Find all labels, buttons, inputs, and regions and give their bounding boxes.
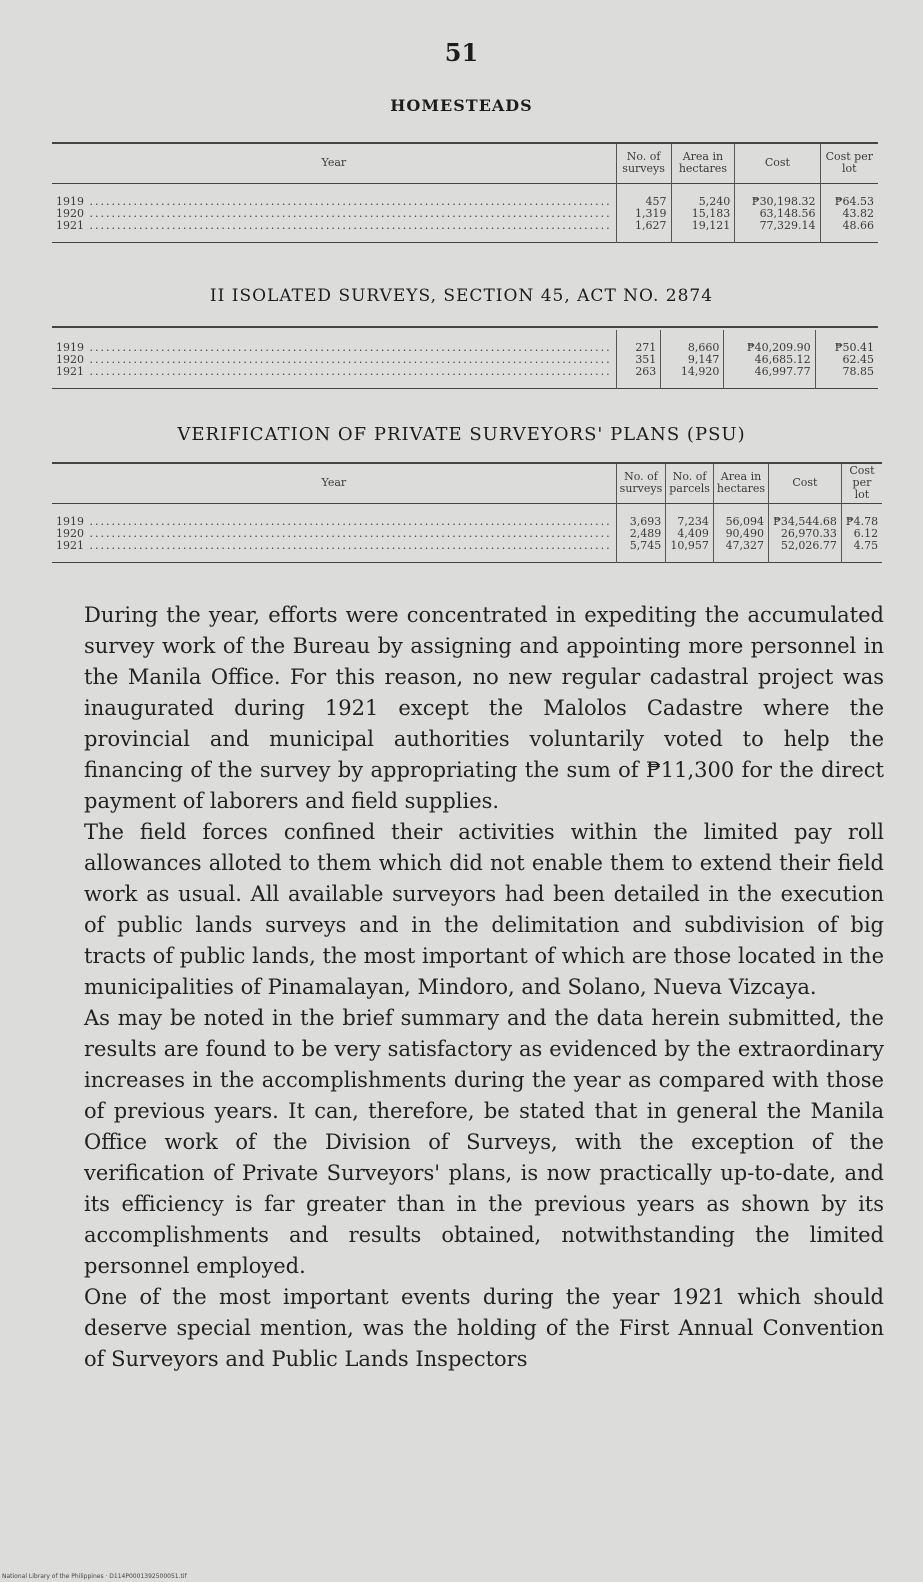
paragraph: The field forces confined their activities within the limited pay roll allowances alloted to them which did not enable them to extend their field work as usual. All available surveyors had been detailed in the execution of public lands surveys and in the delimitation and subdivision of big tracts of public lands, the most important of which are those located in the municipalities of Pinamalayan, Mindoro, and Solano, Nueva Vizcaya. bbox=[84, 820, 884, 999]
header-no-surveys: No. of surveys bbox=[616, 463, 666, 503]
cell: ₱30,198.32 bbox=[735, 183, 820, 208]
cell: 351 bbox=[616, 354, 661, 366]
cell: ₱64.53 bbox=[820, 183, 878, 208]
cell: 62.45 bbox=[815, 354, 878, 366]
cell: 271 bbox=[616, 330, 661, 354]
cell: 7,234 bbox=[666, 503, 714, 528]
cell: 2,489 bbox=[616, 528, 666, 540]
psu-title: VERIFICATION OF PRIVATE SURVEYORS' PLANS (PSU) bbox=[177, 424, 746, 445]
cell: 26,970.33 bbox=[769, 528, 842, 540]
cell: 8,660 bbox=[661, 330, 724, 354]
cell: ₱34,544.68 bbox=[769, 503, 842, 528]
cell-year: 1921 ..... bbox=[52, 220, 616, 243]
header-cost: Cost bbox=[735, 143, 820, 183]
cell: 4.75 bbox=[841, 540, 882, 563]
table-row bbox=[52, 528, 882, 540]
paragraph: One of the most important events during the year 1921 which should deserve special mention, was the holding of the First Annual Convention of Surveyors and Public Lands Inspectors bbox=[84, 1285, 884, 1371]
paragraph: As may be noted in the brief summary and the data herein submitted, the results are found to be very satisfactory as evidenced by the extraordinary increases in the accomplishments during the year as compared with those of previous years. It can, therefore, be stated that in general the Manila Office work of the Division of Surveys, with the exception of the verification of Private Surveyors' plans, is now practically up-to-date, and its efficiency is far greater than in the previous years as shown by its accomplishments and results obtained, notwithstanding the limited personnel employed. bbox=[84, 1006, 884, 1278]
homesteads-table bbox=[52, 142, 878, 243]
cell: 1,627 bbox=[616, 220, 671, 243]
header-area: Area in hectares bbox=[671, 143, 735, 183]
table-row bbox=[52, 208, 878, 220]
cell-year: 1921 ..... bbox=[52, 366, 616, 389]
cell: ₱40,209.90 bbox=[724, 330, 815, 354]
table-row bbox=[52, 503, 882, 528]
cell: 3,693 bbox=[616, 503, 666, 528]
cell: 19,121 bbox=[671, 220, 735, 243]
cell: 5,745 bbox=[616, 540, 666, 563]
cell: 56,094 bbox=[713, 503, 768, 528]
cell: 10,957 bbox=[666, 540, 714, 563]
isolated-title: II ISOLATED SURVEYS, SECTION 45, ACT NO. 2874 bbox=[209, 286, 714, 306]
cell: 263 bbox=[616, 366, 661, 389]
header-no-surveys: No. of surveys bbox=[616, 143, 671, 183]
cell-year: 1920 ..... bbox=[52, 528, 616, 540]
cell: 43.82 bbox=[820, 208, 878, 220]
cell: 77,329.14 bbox=[735, 220, 820, 243]
table-row bbox=[52, 220, 878, 243]
cell: 46,997.77 bbox=[724, 366, 815, 389]
cell: 5,240 bbox=[671, 183, 735, 208]
cell-year: 1919 ..... bbox=[52, 330, 616, 354]
cell-year: 1919 ..... bbox=[52, 503, 616, 528]
cell: 46,685.12 bbox=[724, 354, 815, 366]
cell: 4,409 bbox=[666, 528, 714, 540]
table-row bbox=[52, 183, 878, 208]
isolated-table bbox=[52, 330, 878, 389]
cell: 14,920 bbox=[661, 366, 724, 389]
cell: ₱4.78 bbox=[841, 503, 882, 528]
cell: 47,327 bbox=[713, 540, 768, 563]
cell-year: 1920 ..... bbox=[52, 354, 616, 366]
cell: 78.85 bbox=[815, 366, 878, 389]
header-year: Year bbox=[321, 156, 347, 170]
psu-table bbox=[52, 462, 882, 563]
scan-footer: National Library of the Philippines · D114P0001392500051.tif bbox=[2, 1573, 187, 1580]
table-row bbox=[52, 540, 882, 563]
body-text bbox=[84, 600, 884, 1375]
header-no-parcels: No. of parcels bbox=[666, 463, 714, 503]
cell: 48.66 bbox=[820, 220, 878, 243]
page-number: 51 bbox=[444, 38, 479, 67]
paragraph: During the year, efforts were concentrated in expediting the accumulated survey work of the Bureau by assigning and appointing more personnel in the Manila Office. For this reason, no new regular cadastral project was inaugurated during 1921 except the Malolos Cadastre where the provincial and municipal authorities voluntarily voted to help the financing of the survey by appropriating the sum of ₱11,300 for the direct payment of laborers and field supplies. bbox=[84, 603, 884, 813]
cell-year: 1920 ..... bbox=[52, 208, 616, 220]
header-year: Year bbox=[321, 476, 347, 490]
divider bbox=[52, 326, 878, 328]
header-cost-per-lot: Cost per lot bbox=[841, 463, 882, 503]
cell: 63,148.56 bbox=[735, 208, 820, 220]
cell: 1,319 bbox=[616, 208, 671, 220]
cell-year: 1921 ..... bbox=[52, 540, 616, 563]
cell-year: 1919 ..... bbox=[52, 183, 616, 208]
header-cost: Cost bbox=[769, 463, 842, 503]
cell: ₱50.41 bbox=[815, 330, 878, 354]
cell: 9,147 bbox=[661, 354, 724, 366]
table-row bbox=[52, 330, 878, 354]
header-cost-per-lot: Cost per lot bbox=[820, 143, 878, 183]
table-row bbox=[52, 366, 878, 389]
cell: 52,026.77 bbox=[769, 540, 842, 563]
cell: 6.12 bbox=[841, 528, 882, 540]
cell: 457 bbox=[616, 183, 671, 208]
homesteads-title: HOMESTEADS bbox=[390, 96, 533, 115]
cell: 15,183 bbox=[671, 208, 735, 220]
cell: 90,490 bbox=[713, 528, 768, 540]
header-area: Area in hectares bbox=[713, 463, 768, 503]
